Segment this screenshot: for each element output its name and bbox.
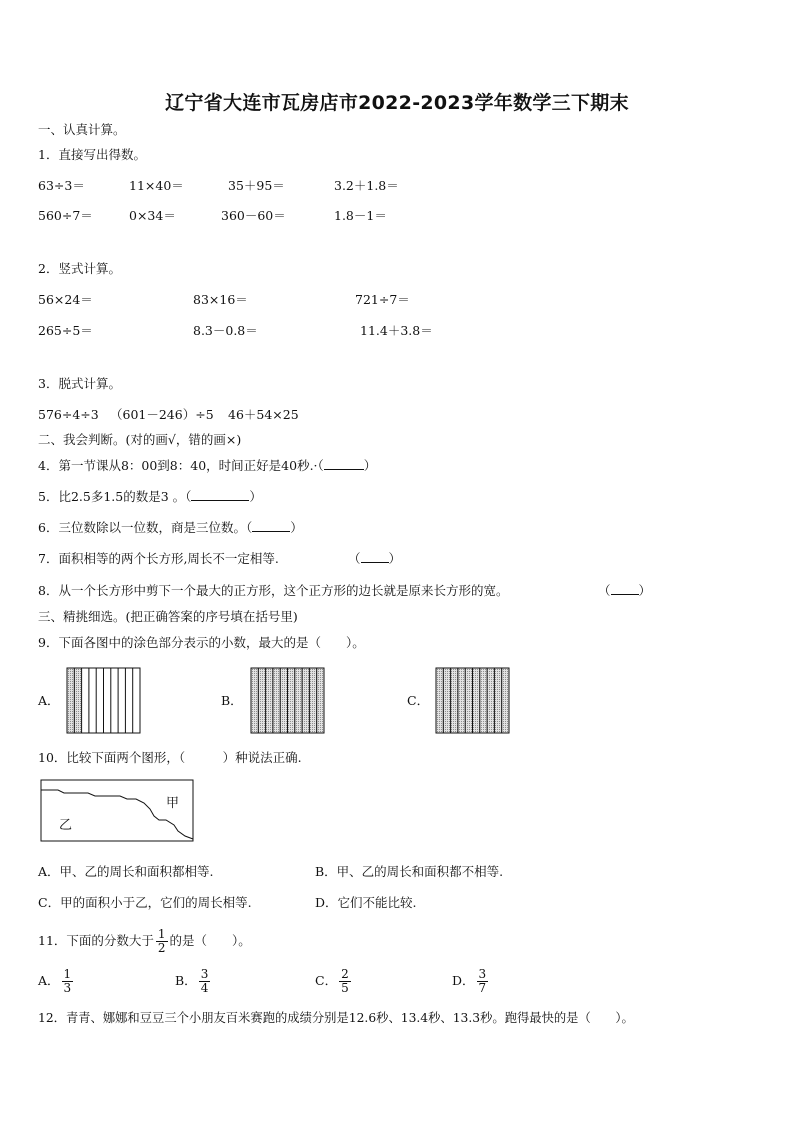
question-10: 10．比较下面两个图形，（ ）种说法正确. [38, 750, 302, 765]
fraction [339, 968, 351, 995]
option-d[interactable] [452, 963, 490, 999]
answer-blank[interactable] [191, 489, 249, 501]
denominator: 2 [157, 941, 166, 955]
question-4 [38, 458, 376, 474]
problem: 8.3－0.8＝ [193, 323, 258, 338]
numerator: 1 [157, 927, 166, 941]
fraction [199, 968, 211, 995]
paren-close: ） [249, 489, 262, 504]
denominator: 3 [63, 981, 72, 995]
paren-close: ） [388, 551, 402, 566]
problem: 35＋95＝ [228, 178, 285, 193]
question-text: 8．从一个长方形中剪下一个最大的正方形，这个正方形的边长就是原来长方形的宽。 [38, 583, 509, 598]
option-label: D． [452, 973, 475, 988]
numerator: 1 [63, 967, 72, 981]
figure-a[interactable] [66, 667, 142, 735]
section-heading: 一、认真计算。 [38, 122, 126, 137]
answer-blank[interactable] [611, 583, 639, 595]
numerator: 3 [478, 967, 487, 981]
option-a[interactable]: A．甲、乙的周长和面积都相等. [38, 864, 214, 879]
region-a-label: 甲 [166, 796, 180, 811]
option-d[interactable]: D．它们不能比较. [315, 895, 417, 910]
page-title: 辽宁省大连市瓦房店市2022-2023学年数学三下期末 [165, 92, 629, 114]
fraction [156, 928, 168, 955]
paren-open: （ [348, 551, 361, 566]
figure-b[interactable] [250, 667, 326, 735]
question-label: 3．脱式计算。 [38, 376, 121, 391]
question-label: 1．直接写出得数。 [38, 147, 146, 162]
option-b[interactable] [175, 963, 212, 999]
question-6 [38, 520, 303, 536]
problem: 83×16＝ [193, 292, 248, 307]
problem: 11.4＋3.8＝ [360, 323, 433, 338]
fraction [62, 968, 74, 995]
section-heading: 三、精挑细选。(把正确答案的序号填在括号里) [38, 609, 298, 624]
question-label: 2．竖式计算。 [38, 261, 121, 276]
option-b[interactable]: B．甲、乙的周长和面积都不相等. [315, 864, 504, 879]
paren-open: （ [598, 583, 611, 598]
question-text: 5．比2.5多1.5的数是3 。（ [38, 489, 192, 504]
option-label: A． [38, 693, 60, 708]
question-8 [38, 583, 508, 599]
option-label: C． [407, 693, 430, 708]
denominator: 7 [478, 981, 487, 995]
question-11 [38, 924, 251, 958]
problem: 560÷7＝ [38, 208, 93, 223]
paren-close: ） [290, 520, 303, 535]
fraction [477, 968, 489, 995]
question-text: 7．面积相等的两个长方形,周长不一定相等. [38, 551, 279, 566]
numerator: 2 [341, 967, 349, 981]
answer-blank[interactable] [361, 551, 389, 563]
option-label: B． [175, 973, 197, 988]
question-5 [38, 489, 262, 505]
option-label: C． [315, 973, 338, 988]
figure-q10 [40, 779, 196, 843]
problem: 721÷7＝ [355, 292, 410, 307]
problem: 576÷4÷3 [38, 407, 99, 422]
problem: 46＋54×25 [228, 407, 299, 422]
problem: 11×40＝ [129, 178, 184, 193]
section-heading: 二、我会判断。(对的画√，错的画×) [38, 432, 242, 447]
option-c[interactable]: C．甲的面积小于乙，它们的周长相等. [38, 895, 252, 910]
option-c[interactable] [315, 963, 353, 999]
problem: 1.8－1＝ [334, 208, 387, 223]
problem: 56×24＝ [38, 292, 93, 307]
question-text: 11．下面的分数大于 [38, 933, 154, 948]
problem: 0×34＝ [129, 208, 176, 223]
region-b-label: 乙 [59, 818, 73, 833]
denominator: 4 [200, 981, 209, 995]
denominator: 5 [341, 981, 349, 995]
numerator: 3 [200, 967, 209, 981]
problem: 360－60＝ [221, 208, 286, 223]
paren-close: ） [638, 583, 652, 598]
paren-close: ） [363, 458, 377, 473]
question-text: 的是（ ）。 [169, 933, 251, 948]
question-7 [38, 551, 279, 567]
option-label: B． [221, 693, 243, 708]
option-label: A． [38, 973, 60, 988]
question-text: 6．三位数除以一位数，商是三位数。（ [38, 520, 253, 535]
problem: 3.2＋1.8＝ [334, 178, 399, 193]
question-12: 12．青青、娜娜和豆豆三个小朋友百米赛跑的成绩分别是12.6秒、13.4秒、13.3秒。跑得最快的是（ ）。 [38, 1011, 634, 1025]
figure-c[interactable] [435, 667, 511, 735]
option-a[interactable] [38, 963, 75, 999]
problem: （601－246）÷5 [110, 407, 214, 422]
question-text: 4．第一节课从8：00到8：40，时间正好是40秒.·（ [38, 458, 324, 473]
problem: 265÷5＝ [38, 323, 93, 338]
problem: 63÷3＝ [38, 178, 85, 193]
answer-blank[interactable] [252, 520, 290, 532]
answer-paren [598, 583, 651, 599]
question-9: 9．下面各图中的涂色部分表示的小数，最大的是（ ）。 [38, 635, 365, 650]
answer-blank[interactable] [324, 458, 364, 470]
answer-paren [348, 551, 401, 567]
